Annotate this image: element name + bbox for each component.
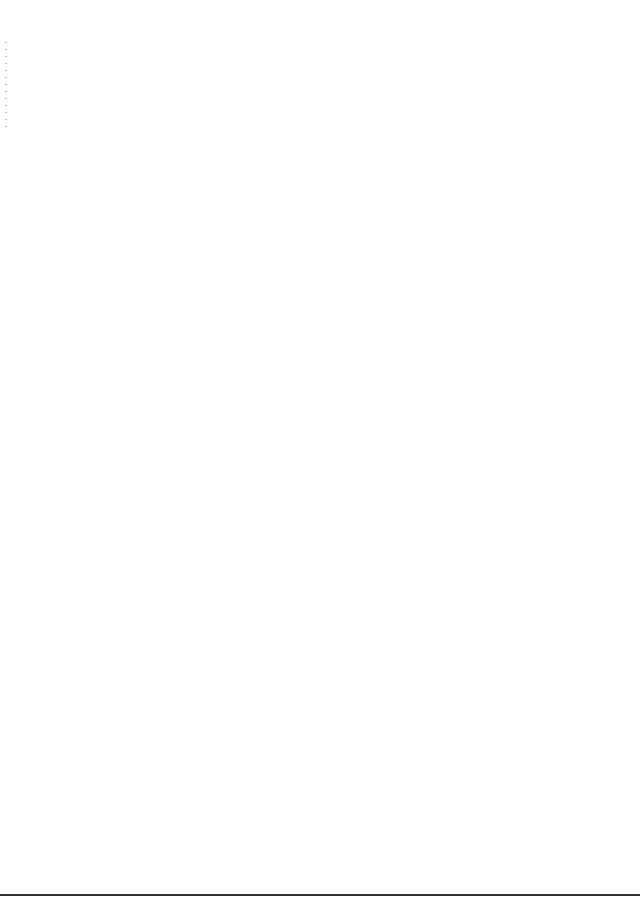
scan-margin-marks [5, 42, 7, 132]
page-bottom-edge [0, 894, 640, 896]
